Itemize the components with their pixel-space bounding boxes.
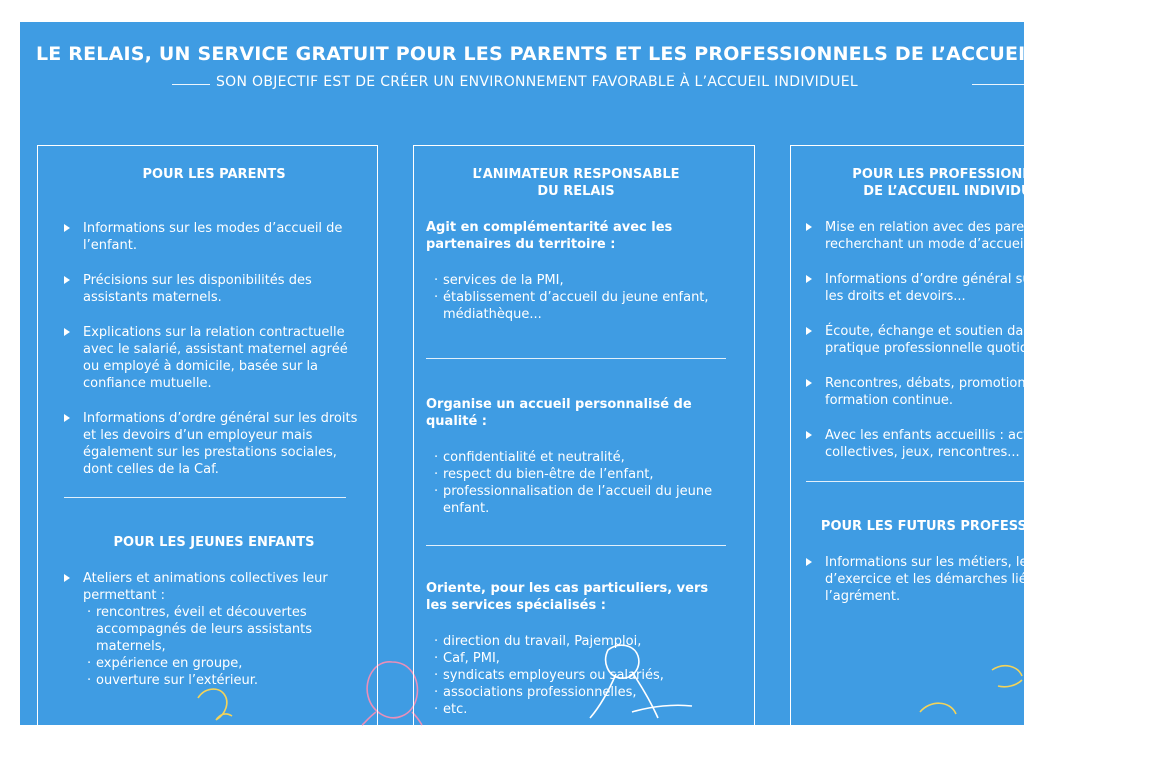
heading-future-professionals: POUR LES FUTURS PROFESSIONNELS bbox=[820, 519, 1092, 534]
sub-list-item: · direction du travail, Pajemploi, bbox=[434, 634, 642, 649]
list-item: Informations sur les modes d’accueil de l’enfant. bbox=[64, 220, 364, 254]
heading-parents: POUR LES PARENTS bbox=[142, 167, 286, 182]
sub-list-item: · associations professionnelles, bbox=[434, 685, 637, 700]
list-item: Avec les enfants accueillis : activités collectives, jeux, rencontres... bbox=[806, 427, 1106, 461]
dot-bullet-icon: · bbox=[434, 290, 439, 305]
sub-list-item: · syndicats employeurs ou salariés, bbox=[434, 668, 664, 683]
dot-bullet-icon: · bbox=[434, 450, 439, 465]
list-item: Informations d’ordre général sur les droits et les devoirs d’un employeur mais également sur les prestations sociales, dont celles de la Caf. bbox=[64, 410, 364, 478]
arrow-bullet-icon bbox=[806, 379, 812, 387]
arrow-bullet-icon bbox=[806, 431, 812, 439]
sub-list-item: · professionnalisation de l’accueil du jeune enfant. bbox=[434, 484, 713, 516]
poster bbox=[20, 22, 1170, 725]
dot-bullet-icon: · bbox=[434, 467, 439, 482]
heading-young-children: POUR LES JEUNES ENFANTS bbox=[113, 535, 315, 550]
subtitle-rule-left bbox=[172, 84, 210, 85]
list-partners bbox=[421, 272, 726, 323]
heading-animator-line1: L’ANIMATEUR RESPONSABLE bbox=[472, 167, 680, 182]
sub-list-item: · rencontres, éveil et découvertes accompagnés de leurs assistants maternels, bbox=[87, 605, 313, 654]
sub-list-item: · établissement d’accueil du jeune enfant, médiathèque... bbox=[434, 290, 709, 322]
list-parents bbox=[64, 220, 364, 478]
column-professionals bbox=[790, 145, 1120, 765]
arrow-bullet-icon bbox=[64, 328, 70, 336]
arrow-bullet-icon bbox=[806, 558, 812, 566]
dot-bullet-icon: · bbox=[87, 673, 92, 688]
sub-list-item: · confidentialité et neutralité, bbox=[434, 450, 625, 465]
sub-list-item: · expérience en groupe, bbox=[87, 656, 243, 671]
list-item: Rencontres, débats, promotion de la formation continue. bbox=[806, 375, 1106, 409]
list-item: Explications sur la relation contractuelle avec le salarié, assistant maternel agréé ou employé à domicile, basée sur la confiance mutuelle. bbox=[64, 324, 364, 392]
dot-bullet-icon: · bbox=[434, 273, 439, 288]
list-services bbox=[421, 633, 726, 718]
sub-list-item: · ouverture sur l’extérieur. bbox=[87, 673, 259, 688]
page-title: LE RELAIS, UN SERVICE GRATUIT POUR LES PARENTS ET LES PROFESSIONNELS DE L’ACCUEIL INDIVIDUEL bbox=[36, 43, 1170, 65]
list-item: Informations sur les métiers, les conditions d’exercice et les démarches liées à l’agrément. bbox=[806, 554, 1106, 605]
sub-list-item: · etc. bbox=[434, 702, 468, 717]
arrow-bullet-icon bbox=[64, 224, 70, 232]
dot-bullet-icon: · bbox=[434, 651, 439, 666]
subtitle-rule-right bbox=[972, 84, 1024, 85]
dot-bullet-icon: · bbox=[434, 668, 439, 683]
dot-bullet-icon: · bbox=[434, 484, 439, 499]
heading-animator-line2: DU RELAIS bbox=[537, 184, 615, 199]
sub-list-item: · Caf, PMI, bbox=[434, 651, 500, 666]
list-item: Précisions sur les disponibilités des assistants maternels. bbox=[64, 272, 364, 306]
sublist-young-children bbox=[74, 604, 364, 689]
arrow-bullet-icon bbox=[64, 574, 70, 582]
column-animator bbox=[413, 145, 755, 765]
separator bbox=[426, 358, 726, 359]
column-parents bbox=[37, 145, 378, 765]
dot-bullet-icon: · bbox=[87, 605, 92, 620]
dot-bullet-icon: · bbox=[87, 656, 92, 671]
list-young-children bbox=[64, 570, 364, 604]
arrow-bullet-icon bbox=[806, 275, 812, 283]
section-title-complementarity: Agit en complémentarité avec les partenaires du territoire : bbox=[426, 220, 673, 252]
list-quality bbox=[421, 449, 726, 517]
arrow-bullet-icon bbox=[806, 327, 812, 335]
dot-bullet-icon: · bbox=[434, 634, 439, 649]
sub-list-item: · respect du bien-être de l’enfant, bbox=[434, 467, 654, 482]
arrow-bullet-icon bbox=[64, 276, 70, 284]
dot-bullet-icon: · bbox=[434, 685, 439, 700]
list-future-professionals bbox=[806, 554, 1106, 605]
list-item: Ateliers et animations collectives leur permettant : bbox=[64, 570, 364, 604]
separator bbox=[426, 545, 726, 546]
page-subtitle: SON OBJECTIF EST DE CRÉER UN ENVIRONNEMENT FAVORABLE À L’ACCUEIL INDIVIDUEL bbox=[216, 74, 858, 90]
arrow-bullet-icon bbox=[806, 223, 812, 231]
list-item: Mise en relation avec des parents recherchant un mode d’accueil. bbox=[806, 219, 1106, 253]
sub-list-item: · services de la PMI, bbox=[434, 273, 564, 288]
dot-bullet-icon: · bbox=[434, 702, 439, 717]
list-item: Écoute, échange et soutien dans la pratique professionnelle quotidienne. bbox=[806, 323, 1106, 357]
list-professionals bbox=[806, 219, 1106, 461]
heading-professionals-line2: DE L’ACCUEIL INDIVIDUEL bbox=[863, 184, 1049, 199]
section-title-orientation: Oriente, pour les cas particuliers, vers les services spécialisés : bbox=[426, 581, 709, 613]
heading-professionals-line1: POUR LES PROFESSIONNELS bbox=[852, 167, 1060, 182]
separator bbox=[64, 497, 346, 498]
section-title-welcome: Organise un accueil personnalisé de qualité : bbox=[426, 397, 692, 429]
separator bbox=[806, 481, 1106, 482]
arrow-bullet-icon bbox=[64, 414, 70, 422]
list-item: Informations d’ordre général sur le statut, les droits et devoirs... bbox=[806, 271, 1106, 305]
